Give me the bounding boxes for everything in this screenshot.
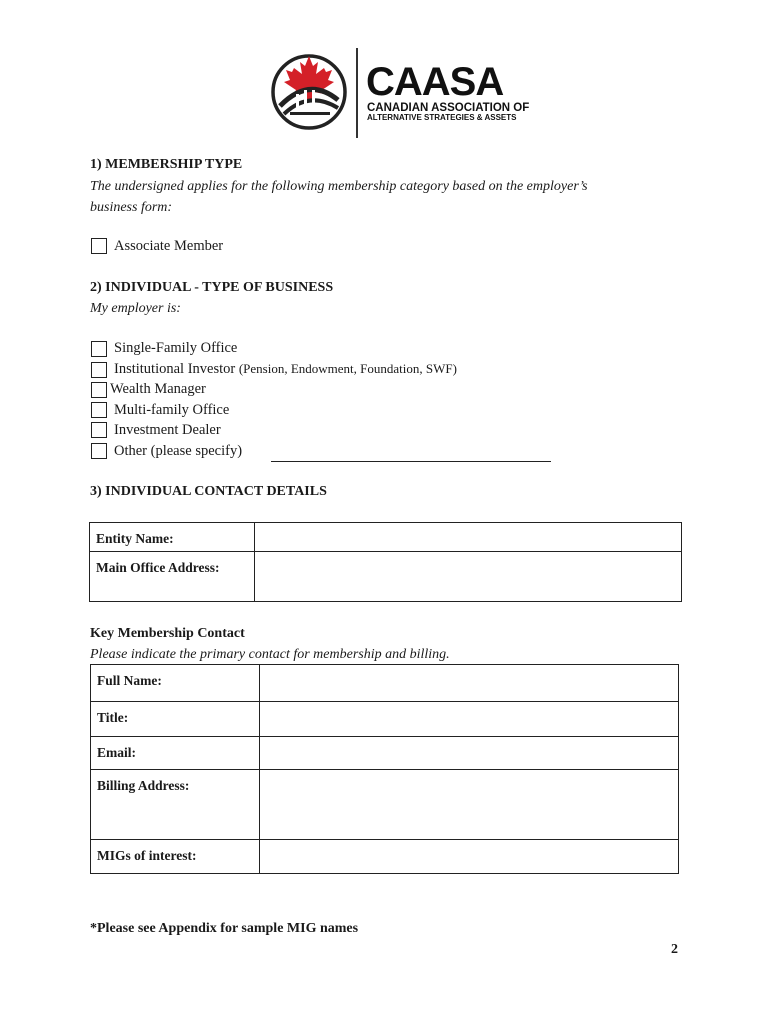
- entity-name-label: Entity Name:: [90, 523, 255, 552]
- single-family-office-label: Single-Family Office: [114, 340, 238, 356]
- billing-address-row: [91, 770, 679, 840]
- entity-details-table: [89, 522, 682, 602]
- investment-dealer-label: Investment Dealer: [114, 422, 221, 438]
- multi-family-office-label: Multi-family Office: [114, 402, 230, 418]
- other-specify-line[interactable]: [271, 461, 551, 462]
- section3-heading: 3) INDIVIDUAL CONTACT DETAILS: [90, 484, 327, 499]
- billing-address-label: Billing Address:: [91, 770, 260, 840]
- title-field[interactable]: [260, 702, 679, 737]
- main-office-address-label: Main Office Address:: [90, 552, 255, 602]
- logo-subtitle-line1: CANADIAN ASSOCIATION OF: [367, 102, 530, 114]
- entity-name-field[interactable]: [255, 523, 682, 552]
- key-contact-table: [90, 664, 679, 874]
- migs-of-interest-field[interactable]: [260, 840, 679, 874]
- section1-intro-line2: business form:: [90, 200, 173, 215]
- section1-intro: [90, 176, 650, 218]
- section2-heading: 2) INDIVIDUAL - TYPE OF BUSINESS: [90, 280, 334, 295]
- logo-subtitle-line2: ALTERNATIVE STRATEGIES & ASSETS: [367, 113, 517, 122]
- logo-divider: [356, 48, 358, 138]
- billing-address-field[interactable]: [260, 770, 679, 840]
- caasa-logo: [268, 48, 530, 140]
- section2-intro: My employer is:: [90, 301, 181, 316]
- wealth-manager-checkbox[interactable]: [91, 382, 107, 398]
- main-office-address-field[interactable]: [255, 552, 682, 602]
- page-number: 2: [671, 942, 678, 957]
- maple-leaf-emblem-icon: [268, 50, 350, 132]
- institutional-investor-option: [114, 361, 457, 378]
- investment-dealer-checkbox[interactable]: [91, 422, 107, 438]
- single-family-office-checkbox[interactable]: [91, 341, 107, 357]
- full-name-field[interactable]: [260, 665, 679, 702]
- associate-member-checkbox[interactable]: [91, 238, 107, 254]
- associate-member-label: Associate Member: [114, 238, 224, 254]
- multi-family-office-checkbox[interactable]: [91, 402, 107, 418]
- full-name-row: [91, 665, 679, 702]
- section1-intro-line1: The undersigned applies for the following membership category based on the employer’s: [90, 179, 588, 194]
- full-name-label: Full Name:: [91, 665, 260, 702]
- title-row: [91, 702, 679, 737]
- wealth-manager-label: Wealth Manager: [110, 381, 206, 397]
- institutional-investor-label: Institutional Investor: [114, 361, 236, 377]
- key-contact-heading: Key Membership Contact: [90, 626, 245, 641]
- section1-heading: 1) MEMBERSHIP TYPE: [90, 157, 243, 172]
- email-field[interactable]: [260, 737, 679, 770]
- title-label: Title:: [91, 702, 260, 737]
- institutional-investor-checkbox[interactable]: [91, 362, 107, 378]
- other-label: Other (please specify): [114, 443, 243, 459]
- migs-of-interest-label: MIGs of interest:: [91, 840, 260, 874]
- email-label: Email:: [91, 737, 260, 770]
- entity-name-row: [90, 523, 682, 552]
- logo-title: CAASA: [366, 60, 504, 104]
- appendix-footnote: *Please see Appendix for sample MIG names: [90, 921, 359, 936]
- migs-of-interest-row: [91, 840, 679, 874]
- email-row: [91, 737, 679, 770]
- key-contact-intro: Please indicate the primary contact for membership and billing.: [90, 647, 450, 662]
- institutional-investor-note: (Pension, Endowment, Foundation, SWF): [238, 361, 457, 376]
- main-office-address-row: [90, 552, 682, 602]
- other-checkbox[interactable]: [91, 443, 107, 459]
